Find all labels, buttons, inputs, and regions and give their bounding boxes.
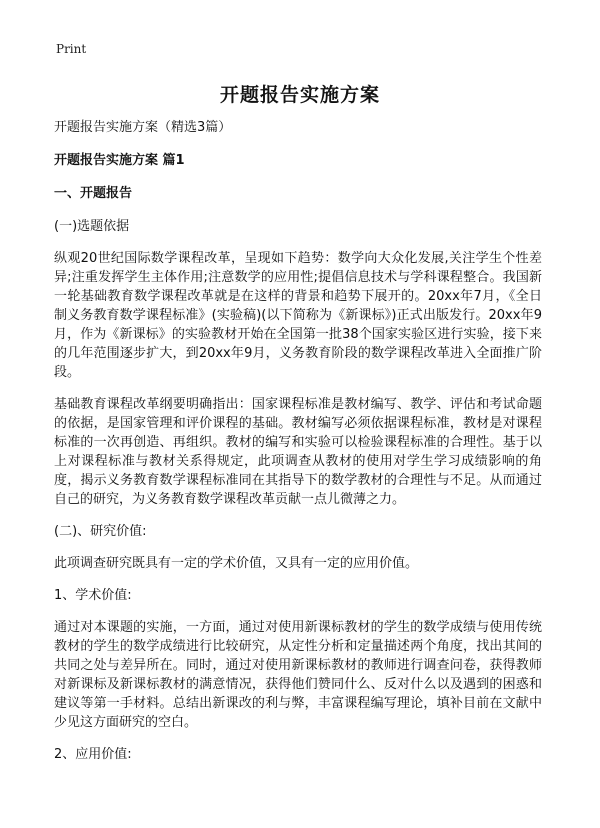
academic-heading: 1、学术价值:	[54, 588, 132, 603]
application-heading: 2、应用价值:	[54, 747, 132, 762]
paragraph-1: 纵观20世纪国际数学课程改革，呈现如下趋势：数学向大众化发展,关注学生个性差异;注重发挥学生主体作用;注意数学的应用性;提倡信息技术与学科课程整合。我国新一轮基础教育数学课程改革就是在这样的背景和趋势下展开的。20xx年7月，《全日制义务教育数学课程标准》(实验稿)(以下简称为《新课标》)正式出版发行。20xx年9月，作为《新课标》的实验教材开始在全国第一批38个国家实验区进行实验，接下来的几年范围逐步扩大，到20xx年9月，义务教育阶段的数学课程改革进入全面推广阶段。	[54, 251, 542, 380]
part-heading: 开题报告实施方案 篇1	[54, 153, 185, 168]
basis-heading: (一)选题依据	[54, 219, 130, 234]
section-heading: 一、开题报告	[54, 186, 133, 201]
print-link[interactable]: Print	[56, 42, 87, 56]
academic-paragraph: 通过对本课题的实施，一方面，通过对使用新课标教材的学生的数学成绩与使用传统教材的学生的数学成绩进行比较研究，从定性分析和定量描述两个角度，找出其间的共同之处与差异所在。同时，通过对使用新课标教材的教师进行调查问卷，获得教师对新课标及新课标教材的满意情况，获得他们赞同什么、反对什么以及遇到的困惑和建议等第一手材料。总结出新课改的利与弊，丰富课程编写理论，填补目前在文献中少见这方面研究的空白。	[54, 620, 542, 730]
paragraph-2: 基础教育课程改革纲要明确指出：国家课程标准是教材编写、教学、评估和考试命题的依据，是国家管理和评价课程的基础。教材编写必须依据课程标准，教材是对课程标准的一次再创造、再组织。教材的编写和实验可以检验课程标准的合理性。基于以上对课程标准与教材关系得规定，此项调查从教材的使用对学生学习成绩影响的角度，揭示义务教育数学课程标准同在其指导下的数学教材的合理性与不足。从而通过自己的研究，为义务教育数学课程改革贡献一点儿微薄之力。	[54, 397, 542, 507]
document-body	[54, 118, 542, 777]
value-heading: (二)、研究价值:	[54, 524, 147, 539]
document-subtitle: 开题报告实施方案（精选3篇）	[54, 120, 232, 135]
value-intro: 此项调查研究既具有一定的学术价值，又具有一定的应用价值。	[54, 556, 419, 571]
page-title: 开题报告实施方案	[219, 84, 380, 106]
